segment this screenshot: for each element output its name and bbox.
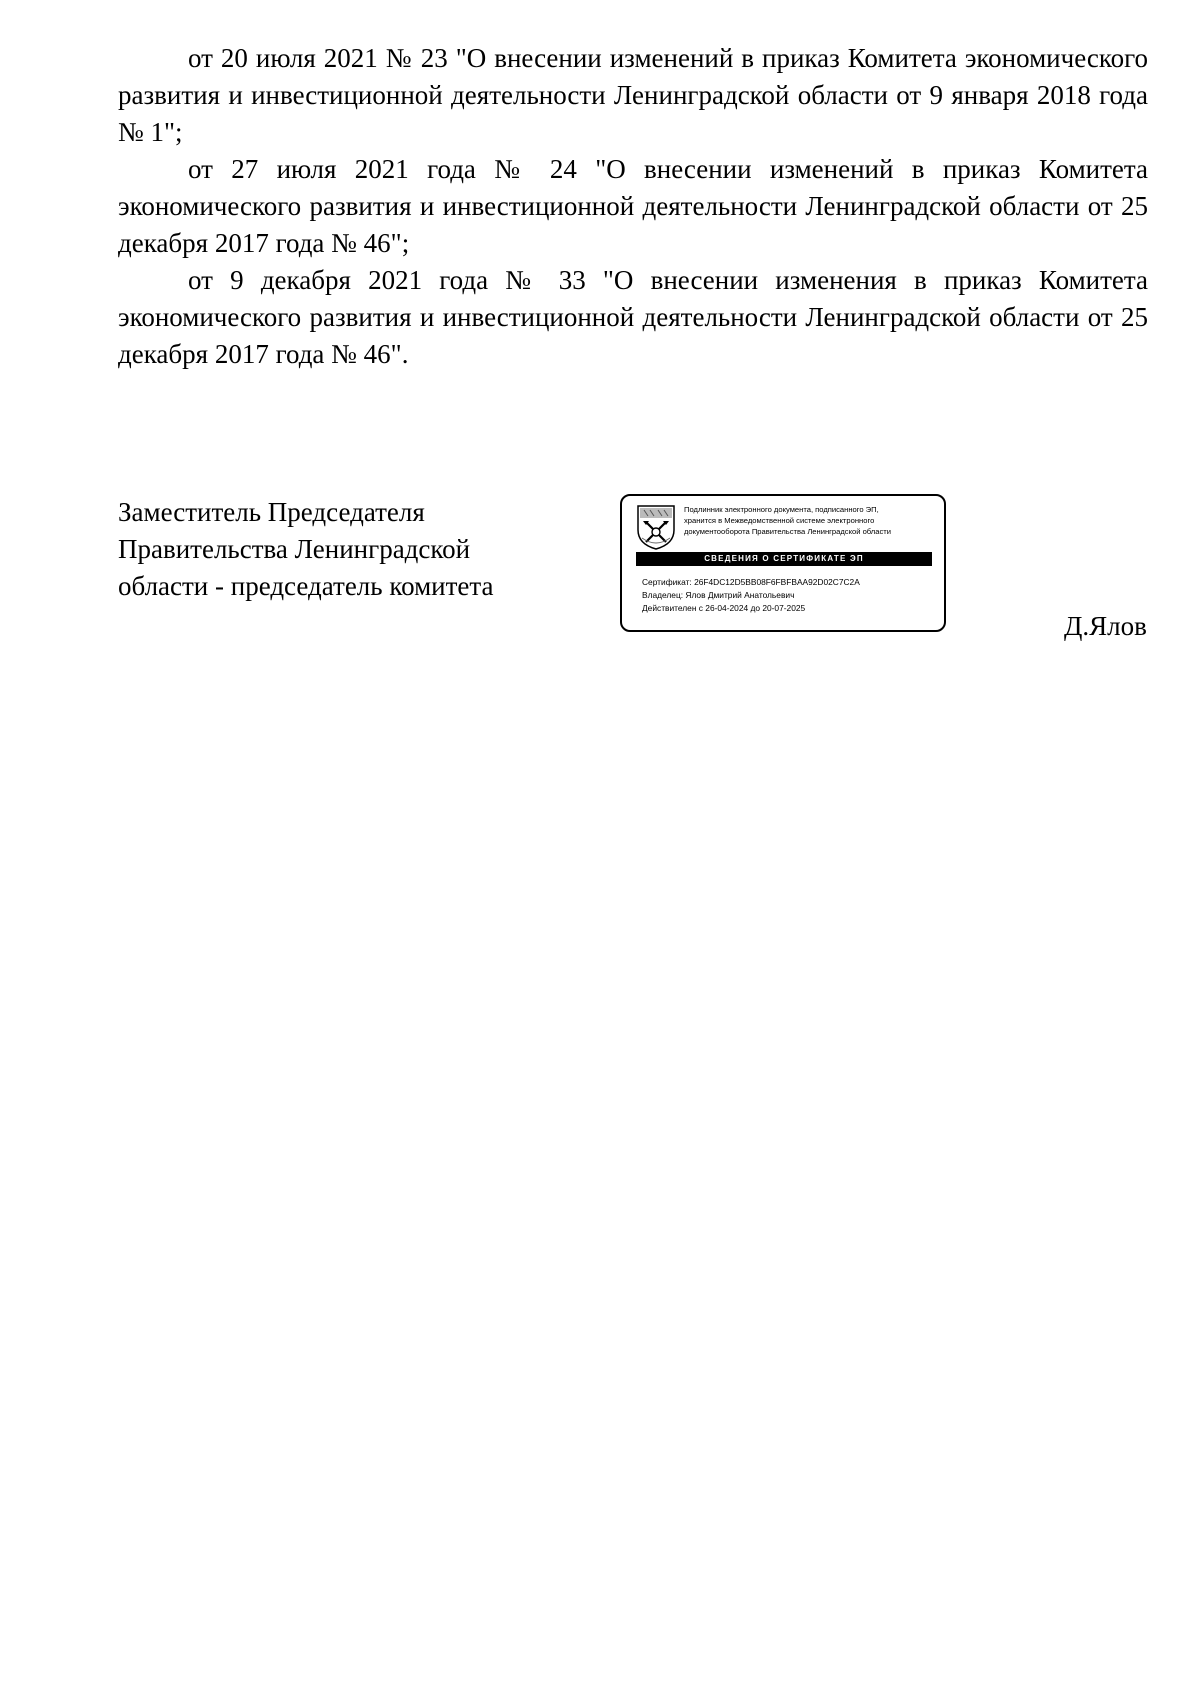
document-body: [118, 40, 1148, 373]
signer-title-line-2: Правительства Ленинградской: [118, 534, 471, 564]
signer-title-line-3: области - председатель комитета: [118, 571, 494, 601]
signer-title: [118, 494, 494, 605]
signer-title-line-1: Заместитель Председателя: [118, 497, 425, 527]
stamp-certificate-validity: Действителен с 26-04-2024 до 20-07-2025: [642, 603, 806, 613]
coat-of-arms-icon: [636, 504, 676, 550]
stamp-header: [684, 504, 942, 537]
stamp-certificate-number: Сертификат: 26F4DC12D5BB08F6FBFBAA92D02C7C2A: [642, 577, 860, 587]
stamp-certificate-owner: Владелец: Ялов Дмитрий Анатольевич: [642, 590, 795, 600]
stamp-header-line-1: Подлинник электронного документа, подписанного ЭП,: [684, 505, 879, 514]
stamp-certificate-banner: СВЕДЕНИЯ О СЕРТИФИКАТЕ ЭП: [636, 552, 932, 566]
stamp-header-line-2: хранится в Межведомственной системе электронного: [684, 516, 875, 525]
order-paragraph-1: от 20 июля 2021 № 23 "О внесении изменений в приказ Комитета экономического развития и инвестиционной деятельности Ленинградской области от 9 января 2018 года № 1";: [118, 43, 1148, 147]
order-paragraph-3: от 9 декабря 2021 года № 33 "О внесении изменения в приказ Комитета экономического развития и инвестиционной деятельности Ленинградской области от 25 декабря 2017 года № 46".: [118, 265, 1148, 369]
order-paragraph-2: от 27 июля 2021 года № 24 "О внесении изменений в приказ Комитета экономического развития и инвестиционной деятельности Ленинградской области от 25 декабря 2017 года № 46";: [118, 154, 1148, 258]
signer-name: Д.Ялов: [1064, 611, 1147, 641]
stamp-certificate-details: [642, 576, 860, 615]
electronic-signature-stamp: [620, 494, 946, 632]
stamp-header-line-3: документооборота Правительства Ленинградской области: [684, 527, 891, 536]
